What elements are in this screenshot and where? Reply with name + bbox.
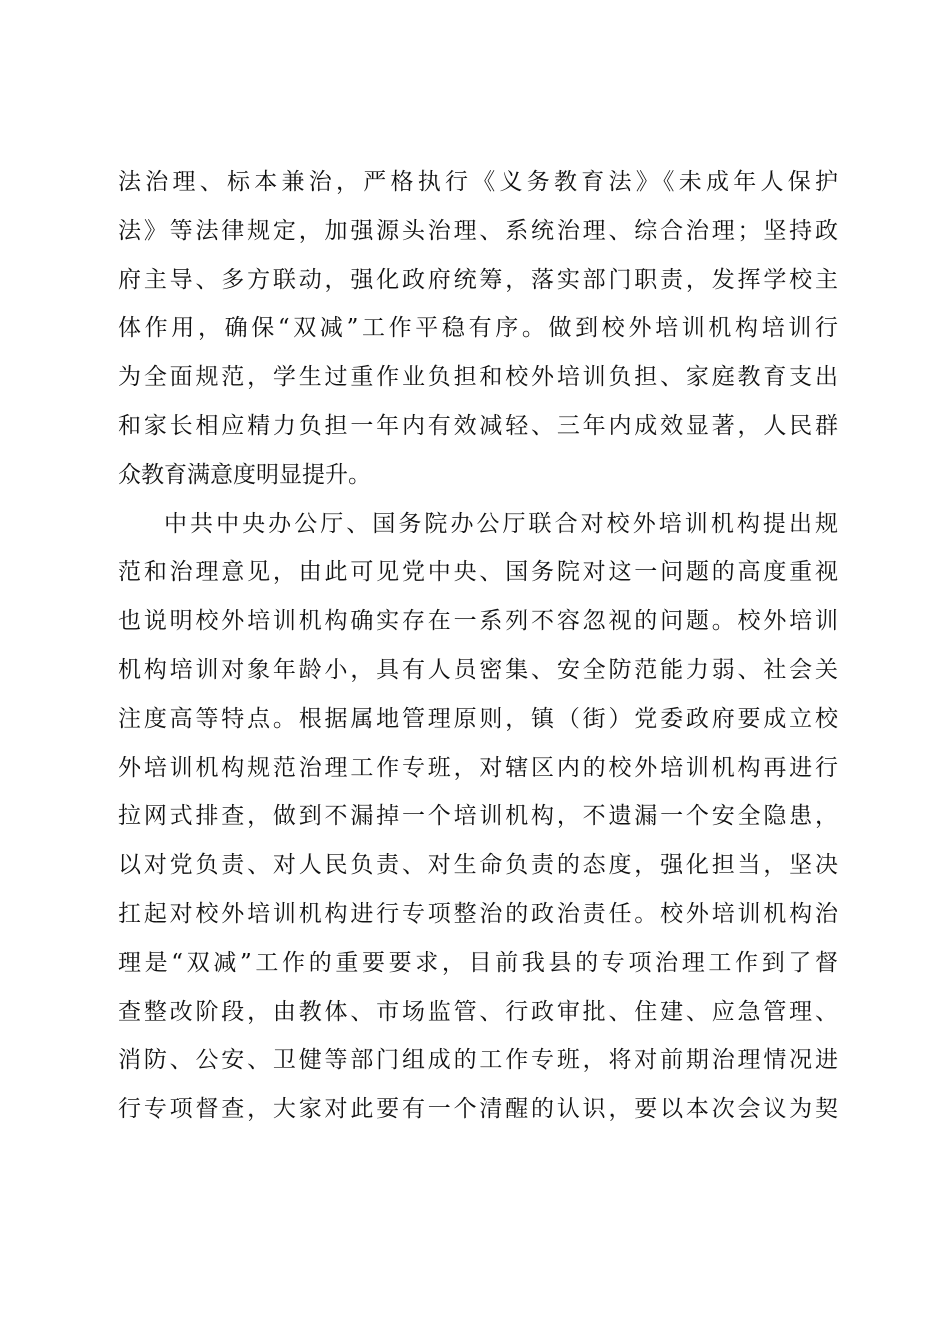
text-line: 以对党负责、对人民负责、对生命负责的态度，强化担当，坚决 xyxy=(118,852,838,879)
text-line: 体作用，确保“双减”工作平稳有序。做到校外培训机构培训行 xyxy=(118,315,838,342)
text-line: 法治理、标本兼治，严格执行《义务教育法》《未成年人保护 xyxy=(118,169,838,195)
text-line: 扛起对校外培训机构进行专项整治的政治责任。校外培训机构治 xyxy=(118,900,838,927)
text-line: 范和治理意见，由此可见党中央、国务院对这一问题的高度重视 xyxy=(118,559,838,586)
text-line: 也说明校外培训机构确实存在一系列不容忽视的问题。校外培训 xyxy=(118,608,838,635)
text-line: 消防、公安、卫健等部门组成的工作专班，将对前期治理情况进 xyxy=(118,1047,838,1074)
text-line: 机构培训对象年龄小，具有人员密集、安全防范能力弱、社会关 xyxy=(118,656,838,683)
text-line: 府主导、多方联动，强化政府统筹，落实部门职责，发挥学校主 xyxy=(118,266,838,293)
text-line: 拉网式排查，做到不漏掉一个培训机构，不遗漏一个安全隐患， xyxy=(118,803,838,830)
text-line: 中共中央办公厅、国务院办公厅联合对校外培训机构提出规 xyxy=(164,510,838,537)
text-line: 查整改阶段，由教体、市场监管、行政审批、住建、应急管理、 xyxy=(118,998,838,1025)
text-line: 为全面规范，学生过重作业负担和校外培训负担、家庭教育支出 xyxy=(118,364,838,391)
paragraph-2 xyxy=(118,500,838,1134)
paragraph-1 xyxy=(118,158,838,500)
text-line: 注度高等特点。根据属地管理原则，镇（街）党委政府要成立校 xyxy=(118,705,838,732)
text-line: 法》等法律规定，加强源头治理、系统治理、综合治理；坚持政 xyxy=(118,217,838,244)
text-line: 理是“双减”工作的重要要求，目前我县的专项治理工作到了督 xyxy=(118,949,838,976)
text-line: 众教育满意度明显提升。 xyxy=(118,461,371,488)
text-line: 外培训机构规范治理工作专班，对辖区内的校外培训机构再进行 xyxy=(118,754,838,781)
text-line: 行专项督查，大家对此要有一个清醒的认识，要以本次会议为契 xyxy=(118,1096,838,1123)
body-text xyxy=(118,158,838,1134)
text-line: 和家长相应精力负担一年内有效减轻、三年内成效显著，人民群 xyxy=(118,412,838,439)
